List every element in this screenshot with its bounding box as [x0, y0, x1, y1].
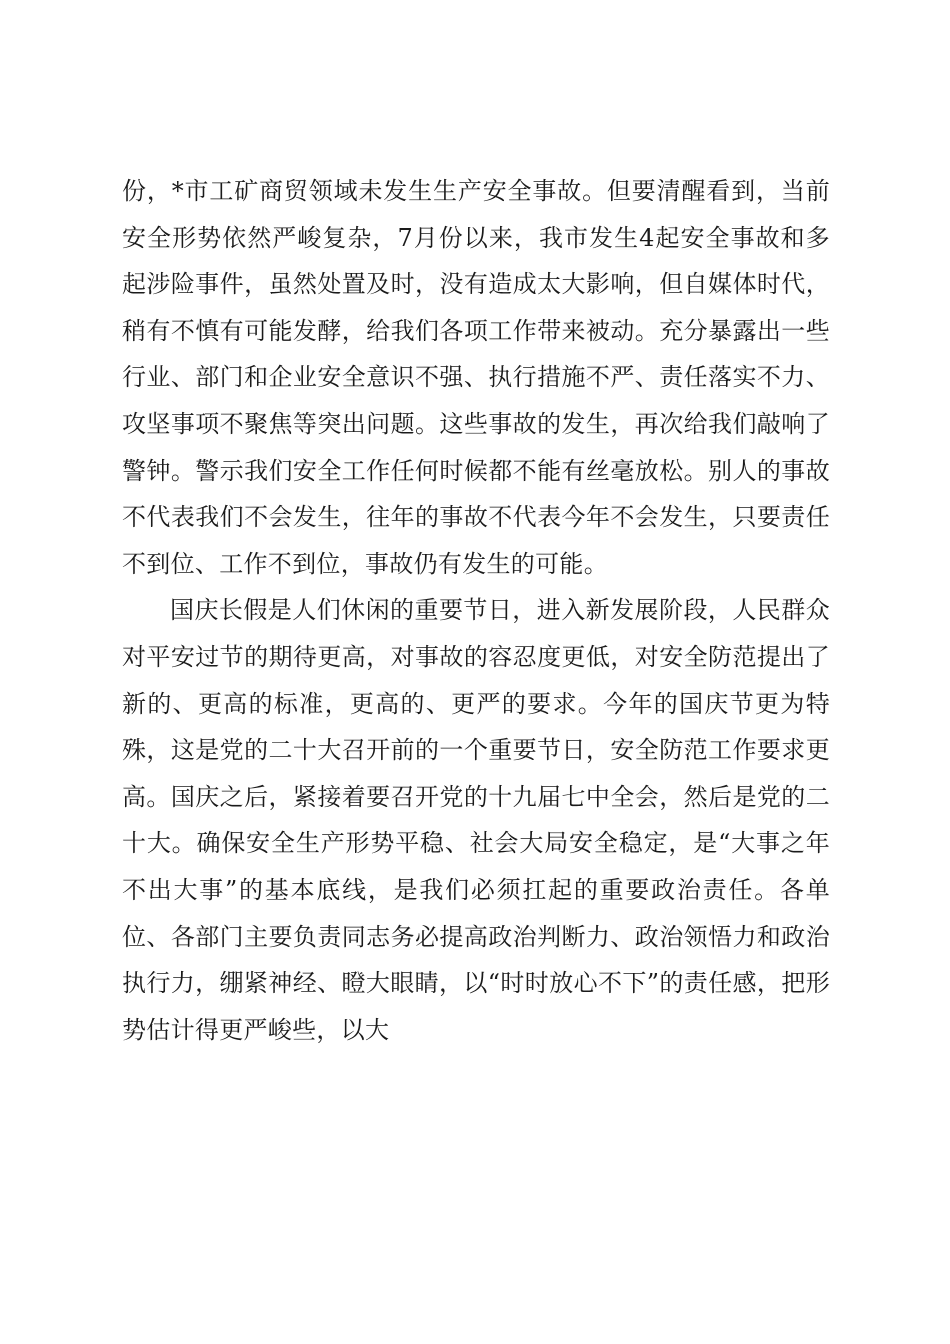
- paragraph-continuation: 份，*市工矿商贸领域未发生生产安全事故。但要清醒看到，当前安全形势依然严峻复杂，7月份以来，我市发生4起安全事故和多起涉险事件，虽然处置及时，没有造成太大影响，但自媒体时代，稍有不慎有可能发酵，给我们各项工作带来被动。充分暴露出一些行业、部门和企业安全意识不强、执行措施不严、责任落实不力、攻坚事项不聚焦等突出问题。这些事故的发生，再次给我们敲响了警钟。警示我们安全工作任何时候都不能有丝毫放松。别人的事故不代表我们不会发生，往年的事故不代表今年不会发生，只要责任不到位、工作不到位，事故仍有发生的可能。: [122, 177, 830, 578]
- document-body: [122, 168, 830, 1053]
- paragraph-national-day: 国庆长假是人们休闲的重要节日，进入新发展阶段，人民群众对平安过节的期待更高，对事故的容忍度更低，对安全防范提出了新的、更高的标准，更高的、更严的要求。今年的国庆节更为特殊，这是党的二十大召开前的一个重要节日，安全防范工作要求更高。国庆之后，紧接着要召开党的十九届七中全会，然后是党的二十大。确保安全生产形势平稳、社会大局安全稳定，是“大事之年不出大事”的基本底线，是我们必须扛起的重要政治责任。各单位、各部门主要负责同志务必提高政治判断力、政治领悟力和政治执行力，绷紧神经、瞪大眼睛，以“时时放心不下”的责任感，把形势估计得更严峻些，以大: [122, 596, 830, 1044]
